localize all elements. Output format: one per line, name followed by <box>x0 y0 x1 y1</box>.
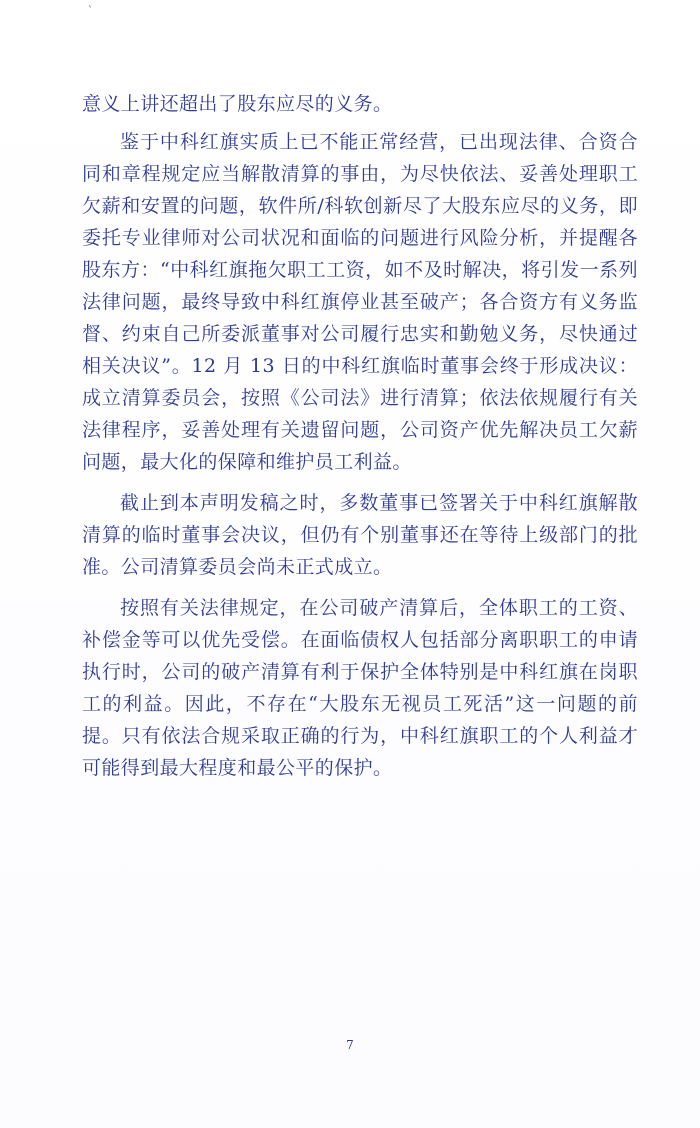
paragraph-legal-priority: 按照有关法律规定，在公司破产清算后，全体职工的工资、补偿金等可以优先受偿。在面临债权人包括部分离职职工的申请执行时，公司的破产清算有利于保护全体特别是中科红旗在岗职工的利益。因此，不存在“大股东无视员工死活”这一问题的前提。只有依法合规采取正确的行为，中科红旗职工的个人利益才可能得到最大程度和最公平的保护。 <box>82 597 638 779</box>
paragraph-statement-status: 截止到本声明发稿之时，多数董事已签署关于中科红旗解散清算的临时董事会决议，但仍有个别董事还在等待上级部门的批准。公司清算委员会尚未正式成立。 <box>82 492 638 578</box>
document-body <box>82 88 638 784</box>
corner-mark: ` <box>88 6 93 17</box>
paragraph-continuation: 意义上讲还超出了股东应尽的义务。 <box>82 93 393 115</box>
page-number: 7 <box>346 1038 354 1052</box>
paragraph-liquidation-resolution: 鉴于中科红旗实质上已不能正常经营，已出现法律、合资合同和章程规定应当解散清算的事由，为尽快依法、妥善处理职工欠薪和安置的问题，软件所/科软创新尽了大股东应尽的义务，即委托专业律师对公司状况和面临的问题进行风险分析，并提醒各股东方：“中科红旗拖欠职工工资，如不及时解决，将引发一系列法律问题，最终导致中科红旗停业甚至破产；各合资方有义务监督、约束自己所委派董事对公司履行忠实和勤勉义务，尽快通过相关决议”。12 月 13 日的中科红旗临时董事会终于形成决议：成立清算委员会，按照《公司法》进行清算；依法依规履行有关法律程序，妥善处理有关遗留问题，公司资产优先解决员工欠薪问题，最大化的保障和维护员工利益。 <box>82 131 638 473</box>
